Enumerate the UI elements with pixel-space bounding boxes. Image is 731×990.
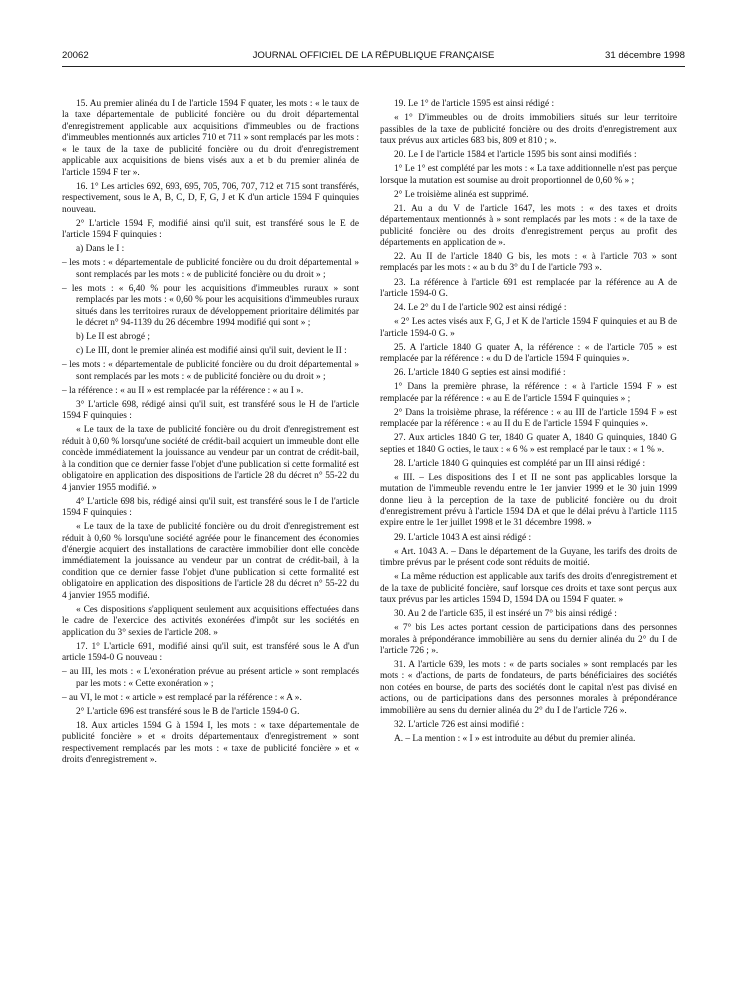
paragraph: – les mots : « départementale de publicité foncière ou du droit départemental » sont remplacés par les mots : « de publicité foncière ou du droit » ; — [62, 360, 359, 382]
paragraph: 30. Au 2 de l'article 635, il est inséré un 7° bis ainsi rédigé : — [394, 609, 617, 619]
paragraph: 20. Le I de l'article 1584 et l'article 1595 bis sont ainsi modifiés : — [394, 150, 637, 160]
paragraph: 21. Au a du V de l'article 1647, les mots : « des taxes et droits départementaux mentionnés à » sont remplacés par les mots : « de la taxe de publicité foncière ou des droits d'enregistrement perçus au profit des départements en application de ». — [380, 203, 677, 248]
paragraph: 25. A l'article 1840 G quater A, la référence : « de l'article 705 » est remplacée par la référence : « du D de l'article 1594 F quinquies ». — [380, 342, 677, 364]
paragraph: 2° Le troisième alinéa est supprimé. — [394, 189, 529, 200]
paragraph: « 7° bis Les actes portant cession de participations dans des personnes morales à prépondérance immobilière au sens du dernier alinéa du 2° du I de l'article 726 ; ». — [380, 623, 677, 656]
paragraph: – au VI, le mot : « article » est remplacé par la référence : « A ». — [62, 692, 302, 703]
header-rule — [62, 66, 685, 67]
issue-date: 31 décembre 1998 — [604, 50, 685, 61]
paragraph: « Le taux de la taxe de publicité foncière ou du droit d'enregistrement est réduit à 0,60 % lorsqu'une société agréée pour le financement des économies d'énergie acquiert des installations de caractère immobilier dont elle concède immédiatement la jouissance au vendeur par un contrat de crédit-bail, à la condition que ce dernier fasse l'objet d'une publication si cette formalité est obligatoire en application des dispositions de l'article 28 du décret n° 55-22 du 4 janvier 1955 modifié. — [62, 522, 359, 601]
paragraph: 27. Aux articles 1840 G ter, 1840 G quater A, 1840 G quinquies, 1840 G septies et 1840 G octies, le taux : « 6 % » est remplacé par le taux : « 1 % ». — [380, 433, 677, 455]
paragraph: 16. 1° Les articles 692, 693, 695, 705, 706, 707, 712 et 715 sont transférés, respectivement, sous le A, B, C, D, F, G, J et K d'un article 1594 F quinquies nouveau. — [62, 181, 359, 215]
paragraph: – au III, les mots : « L'exonération prévue au présent article » sont remplacés par les mots : « Cette exonération » ; — [62, 667, 359, 689]
journal-title: JOURNAL OFFICIEL DE LA RÉPUBLIQUE FRANÇAISE — [252, 50, 495, 61]
paragraph: 2° L'article 696 est transféré sous le B de l'article 1594-0 G. — [76, 706, 300, 717]
paragraph: 31. A l'article 639, les mots : « de parts sociales » sont remplacés par les mots : « d'actions, de parts de fondateurs, de parts bénéficiaires des sociétés non cotées en bourse, de parts des sociétés dont le capital n'est pas divisé en actions, ou de participations dans des personnes morales à prépondérance immobilière au sens du dernier alinéa du 2° du I de l'article 726 ». — [380, 660, 677, 716]
page-number: 20062 — [62, 50, 89, 61]
paragraph: « 1° D'immeubles ou de droits immobiliers situés sur leur territoire passibles de la taxe de publicité foncière ou des droits d'enregistrement aux taux prévus aux articles 683 bis, 809 et 810 ; ». — [380, 113, 677, 146]
paragraph: 29. L'article 1043 A est ainsi rédigé : — [394, 532, 532, 543]
paragraph: b) Le II est abrogé ; — [76, 332, 150, 343]
page-header — [62, 50, 685, 64]
paragraph: « La même réduction est applicable aux tarifs des droits d'enregistrement et de la taxe de publicité foncière, sauf lorsque ces droits et taxe sont perçus aux taux prévus par les articles 1594 D, 1594 DA ou 1594 F quater. » — [380, 572, 677, 605]
paragraph: 32. L'article 726 est ainsi modifié : — [394, 719, 525, 730]
paragraph: 17. 1° L'article 691, modifié ainsi qu'il suit, est transféré sous le A d'un article 1594-0 G nouveau : — [62, 641, 359, 664]
paragraph: a) Dans le I : — [76, 244, 125, 255]
paragraph: 3° L'article 698, rédigé ainsi qu'il suit, est transféré sous le H de l'article 1594 F quinquies : — [62, 399, 359, 422]
paragraph: – la référence : « au II » est remplacée par la référence : « au I ». — [62, 385, 304, 396]
paragraph: 2° L'article 1594 F, modifié ainsi qu'il suit, est transféré sous le E de l'article 1594 F quinquies : — [62, 218, 359, 241]
paragraph: 18. Aux articles 1594 G à 1594 I, les mots : « taxe départementale de publicité foncière » et « droits départementaux d'enregistrement » sont respectivement remplacés par les mots : « taxe de publicité foncière » et « droits d'enregistrement ». — [62, 720, 359, 766]
right-column — [380, 99, 677, 748]
paragraph: 22. Au II de l'article 1840 G bis, les mots : « à l'article 703 » sont remplacés par les mots : « au b du 3° du I de l'article 793 ». — [380, 252, 677, 274]
paragraph: 26. L'article 1840 G septies est ainsi modifié : — [394, 368, 566, 379]
paragraph: 2° Dans la troisième phrase, la référence : « au III de l'article 1594 F » est remplacée par la référence : « au II du E de l'article 1594 F quinquies ». — [380, 407, 677, 430]
paragraph: – les mots : « 6,40 % pour les acquisitions d'immeubles ruraux » sont remplacés par les mots : « 0,60 % pour les acquisitions d'immeubles ruraux situés dans les territoires ruraux de développement prioritaire délimités par le décret n° 94-1139 du 26 décembre 1994 modifié qui sont » ; — [62, 283, 359, 329]
paragraph: « Le taux de la taxe de publicité foncière ou du droit d'enregistrement est réduit à 0,60 % lorsqu'une société de crédit-bail acquiert un immeuble dont elle concède immédiatement la jouissance au vendeur par un contrat de crédit-bail, à la condition que ce dernier fasse l'objet d'une publication si cette formalité est obligatoire en application des dispositions de l'article 28 du décret n° 55-22 du 4 janvier 1955 modifié. » — [62, 425, 359, 493]
paragraph: 19. Le 1° de l'article 1595 est ainsi rédigé : — [394, 99, 555, 109]
paragraph: – les mots : « départementale de publicité foncière ou du droit départemental » sont remplacés par les mots : « de publicité foncière ou du droit » ; — [62, 258, 359, 280]
paragraph: 1° Dans la première phrase, la référence : « à l'article 1594 F » est remplacée par la référence : « au E de l'article 1594 F quinquies » ; — [380, 382, 677, 404]
paragraph: « Art. 1043 A. – Dans le département de la Guyane, les tarifs des droits de timbre prévus par le présent code sont réduits de moitié. — [380, 546, 677, 568]
paragraph: « III. – Les dispositions des I et II ne sont pas applicables lorsque la mutation de l'immeuble revendu entre le 1er janvier 1999 et le 30 juin 1999 donne lieu à la perception de la taxe de publicité foncière ou du droit d'enregistrement prévu à l'article 1594 DA et que le délai prévu à l'article 1115 expire entre le 1er juillet 1998 et le 31 décembre 1998. » — [380, 472, 677, 529]
paragraph: A. – La mention : « I » est introduite au début du premier alinéa. — [394, 733, 636, 744]
paragraph: 4° L'article 698 bis, rédigé ainsi qu'il suit, est transféré sous le I de l'article 1594 F quinquies : — [62, 496, 359, 519]
paragraph: 28. L'article 1840 G quinquies est complété par un III ainsi rédigé : — [394, 458, 646, 469]
paragraph: « 2° Les actes visés aux F, G, J et K de l'article 1594 F quinquies et au B de l'article 1594-0 G. » — [380, 317, 677, 339]
paragraph: « Ces dispositions s'appliquent seulement aux acquisitions effectuées dans le cadre de l'exercice des activités exonérées d'impôt sur les sociétés en application du 3° sexies de l'article 208. » — [62, 604, 359, 638]
paragraph: c) Le III, dont le premier alinéa est modifié ainsi qu'il suit, devient le II : — [76, 346, 347, 357]
paragraph: 1° Le 1° est complété par les mots : « La taxe additionnelle n'est pas perçue lorsque la mutation est soumise au droit proportionnel de 0,60 % » ; — [380, 164, 677, 186]
paragraph: 24. Le 2° du I de l'article 902 est ainsi rédigé : — [394, 303, 567, 313]
paragraph: 15. Au premier alinéa du I de l'article 1594 F quater, les mots : « le taux de la taxe départementale de publicité foncière ou du droit départemental d'enregistrement applicable aux acquisitions d'immeubles ou de fractions d'immeubles mentionnés aux articles 710 et 711 » sont remplacés par les mots : « le taux de la taxe de publicité foncière ou du droit d'enregistrement applicable aux acquisitions de biens visés aux a et b du premier alinéa de l'article 1594 F ter ». — [62, 99, 359, 178]
paragraph: 23. La référence à l'article 691 est remplacée par la référence au A de l'article 1594-0 G. — [380, 277, 677, 299]
left-column — [62, 99, 359, 769]
